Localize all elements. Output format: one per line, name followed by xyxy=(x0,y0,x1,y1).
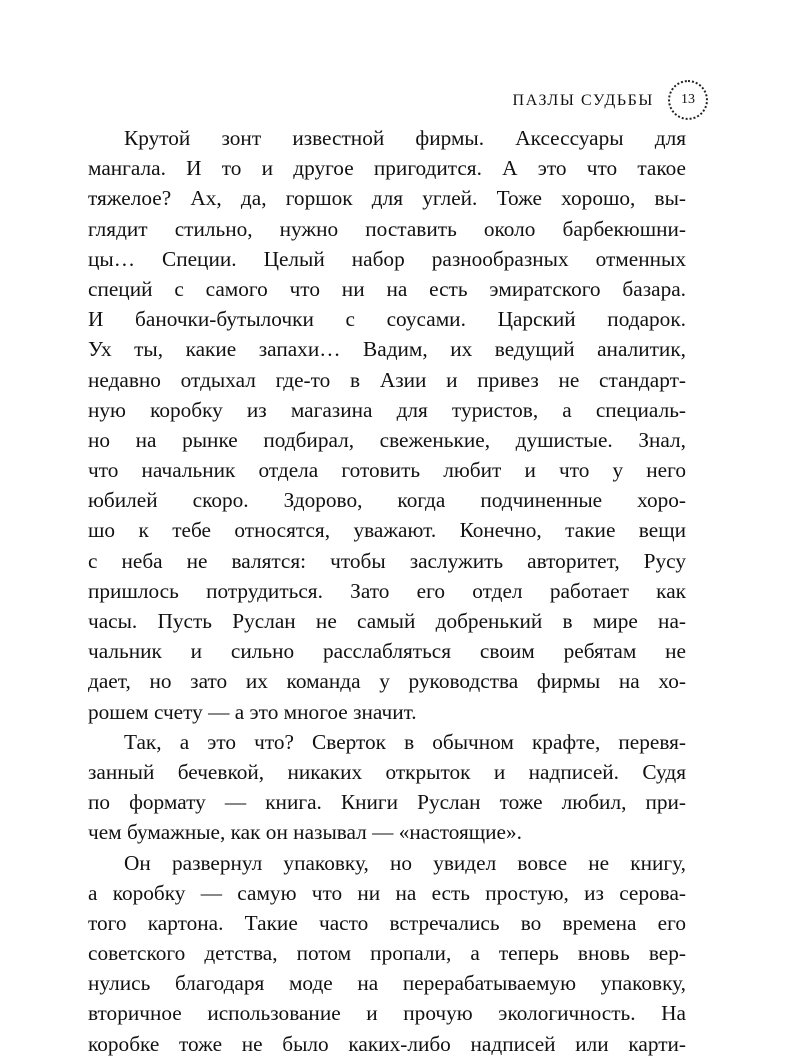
text-line: того картона. Такие часто встречались во времена его xyxy=(88,910,686,935)
page-number-badge xyxy=(668,80,708,120)
text-line: цы… Специи. Целый набор разнообразных отменных xyxy=(88,246,686,271)
text-line: часы. Пусть Руслан не самый добренький в мире на- xyxy=(88,609,686,633)
text-line: Так, а это что? Сверток в обычном крафте, перевя- xyxy=(124,729,686,754)
text-line: с неба не валятся: чтобы заслужить авторитет, Русу xyxy=(88,548,686,573)
text-line: недавно отдыхал где-то в Азии и привез не стандарт- xyxy=(88,367,686,392)
text-line: пришлось потрудиться. Зато его отдел работает как xyxy=(88,578,686,603)
running-head xyxy=(513,80,708,120)
text-line: И баночки-бутылочки с соусами. Царский подарок. xyxy=(88,307,686,332)
body-text xyxy=(88,123,686,1059)
text-line: по формату — книга. Книги Руслан тоже любил, при- xyxy=(88,790,686,815)
text-line: Крутой зонт известной фирмы. Аксессуары для xyxy=(124,126,686,150)
text-line: но на рынке подбирал, свеженькие, душистые. Знал, xyxy=(88,427,686,452)
text-line: тяжелое? Ах, да, горшок для углей. Тоже хорошо, вы- xyxy=(88,186,686,211)
text-line: занный бечевкой, никаких открыток и надписей. Судя xyxy=(88,759,686,784)
text-line: юбилей скоро. Здорово, когда подчиненные хоро- xyxy=(88,488,686,513)
text-line: ную коробку из магазина для туристов, а специаль- xyxy=(88,397,686,422)
text-line: что начальник отдела готовить любит и что у него xyxy=(88,458,686,483)
text-line: чем бумажные, как он называл — «настоящие». xyxy=(88,820,522,845)
text-line: а коробку — самую что ни на есть простую, из серова- xyxy=(88,880,686,905)
text-line: глядит стильно, нужно поставить около барбекюшни- xyxy=(88,216,686,241)
text-line: Он развернул упаковку, но увидел вовсе не книгу, xyxy=(124,850,686,875)
text-line: коробке тоже не было каких-либо надписей или карти- xyxy=(88,1031,686,1056)
text-line: мангала. И то и другое пригодится. А это что такое xyxy=(88,156,686,181)
text-line: рошем счету — а это многое значит. xyxy=(88,699,417,724)
text-line: вторичное использование и прочую экологичность. На xyxy=(88,1001,686,1026)
text-line: чальник и сильно расслабляться своим ребятам не xyxy=(88,639,686,664)
header-title: ПАЗЛЫ СУДЬБЫ xyxy=(512,92,654,109)
text-line: нулись благодаря моде на перерабатываемую упаковку, xyxy=(88,971,686,996)
text-line: дает, но зато их команда у руководства фирмы на хо- xyxy=(88,669,686,694)
text-line: Ух ты, какие запахи… Вадим, их ведущий аналитик, xyxy=(88,337,686,362)
page-number: 13 xyxy=(681,92,695,107)
text-line: шо к тебе относятся, уважают. Конечно, такие вещи xyxy=(88,518,686,543)
text-line: советского детства, потом пропали, а теперь вновь вер- xyxy=(88,941,686,966)
text-line: специй с самого что ни на есть эмиратского базара. xyxy=(88,276,686,301)
